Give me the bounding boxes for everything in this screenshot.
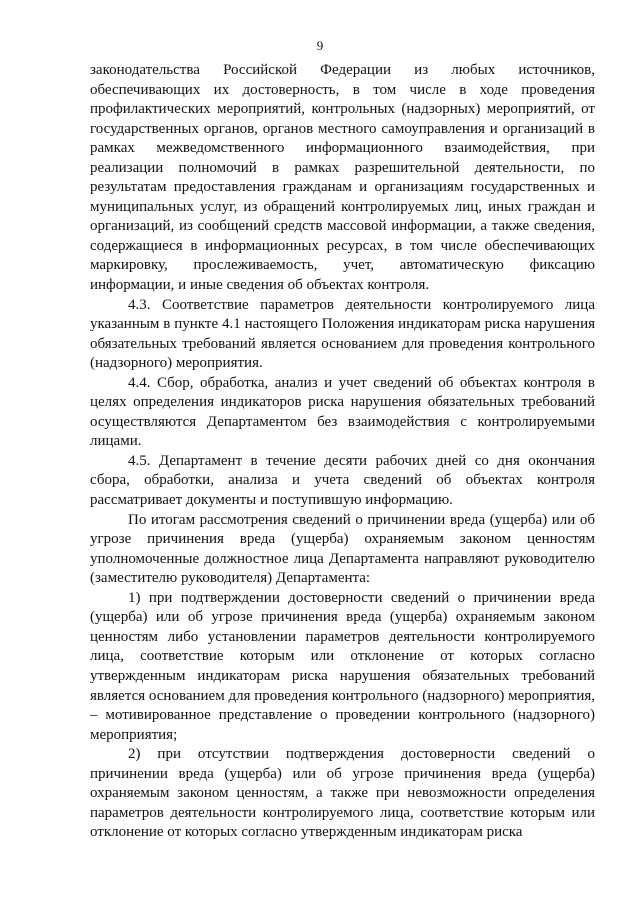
- page-number: 9: [316, 38, 324, 53]
- paragraph-4-5: 4.5. Департамент в течение десяти рабочих дней со дня окончания сбора, обработки, анализа и учета сведений об объектах контроля рассматривает документы и поступившую информацию.: [90, 452, 595, 509]
- list-item-2: 2) при отсутствии подтверждения достоверности сведений о причинении вреда (ущерба) или об угрозе причинения вреда (ущерба) охраняемым законом ценностям, а также при невозможности определения параметров деятельности контролируемого лица, соответствие которым или отклонение от которых согласно утвержденным индикаторам риска: [90, 746, 595, 841]
- paragraph-4-4: 4.4. Сбор, обработка, анализ и учет сведений об объектах контроля в целях определения индикаторов риска нарушения обязательных требований осуществляются Департаментом без взаимодействия с контролируемыми лицами.: [90, 374, 595, 450]
- paragraph-continuation: законодательства Российской Федерации из любых источников, обеспечивающих их достоверность, в том числе в ходе проведения профилактических мероприятий, контрольных (надзорных) мероприятий, от государственных органов, органов местного самоуправления и организаций в рамках межведомственного информационного взаимодействия, при реализации полномочий в рамках разрешительной деятельности, по результатам предоставления гражданам и организациям государственных и муниципальных услуг, из обращений контролируемых лиц, иных граждан и организаций, из сообщений средств массовой информации, а также сведения, содержащиеся в информационных ресурсах, в том числе обеспечивающих маркировку, прослеживаемость, учет, автоматическую фиксацию информации, и иные сведения об объектах контроля.: [90, 62, 595, 294]
- paragraph-results-intro: По итогам рассмотрения сведений о причинении вреда (ущерба) или об угрозе причинения вреда (ущерба) охраняемым законом ценностям уполномоченные должностное лица Департамента направляют руководителю (заместителю руководителя) Департамента:: [90, 511, 595, 587]
- document-body: [90, 61, 595, 843]
- paragraph-4-3: 4.3. Соответствие параметров деятельности контролируемого лица указанным в пункте 4.1 настоящего Положения индикаторам риска нарушения обязательных требований является основанием для проведения контрольного (надзорного) мероприятия.: [90, 296, 595, 372]
- list-item-1: 1) при подтверждении достоверности сведений о причинении вреда (ущерба) или об угрозе причинения вреда (ущерба) охраняемым законом ценностям либо установлении параметров деятельности контролируемого лица, соответствие которым или отклонение от которых согласно утвержденным индикаторам риска нарушения обязательных требований является основанием для проведения контрольного (надзорного) мероприятия, – мотивированное представление о проведении контрольного (надзорного) мероприятия;: [90, 589, 595, 743]
